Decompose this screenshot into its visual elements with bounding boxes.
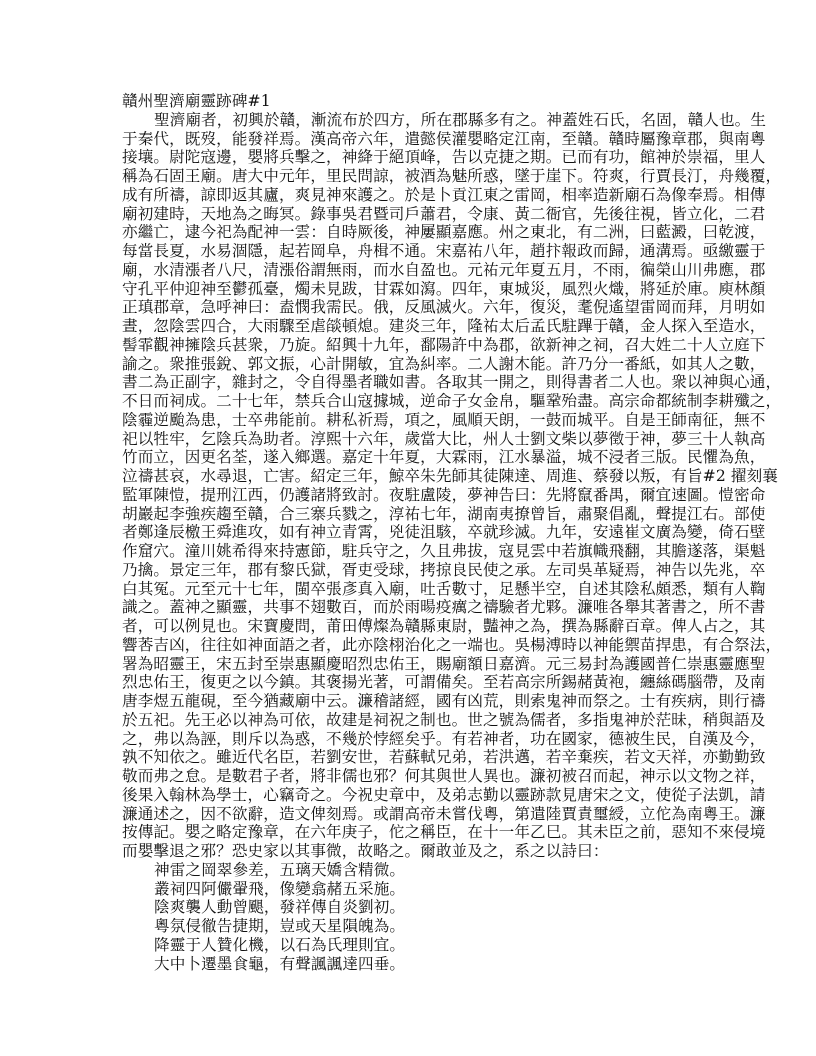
paragraph-line: 守孔平仲迎神至鬱孤臺，燭未見跋，甘霖如瀉。四年，東城災，風烈火熾，將延於庫。庾林顏 <box>122 279 766 298</box>
paragraph-line: 乃擒。景定三年，郡有黎氏獄，胥吏受球，拷掠良民使之承。左司吳革疑焉，神告以先兆，卒 <box>122 560 766 579</box>
paragraph-line: 者，可以例見也。宋寶慶問，莆田傅燦為贛縣東尉，豔神之為，撰為縣辭百章。俾人占之，其 <box>122 617 766 635</box>
paragraph-line: 者鄭逢辰檄王舜進攻，如有神立青霄，兇徒沮駭，卒就珍滅。九年，安遠崔文廣為變，倚石壁 <box>122 523 766 542</box>
paragraph-line: 于秦代，既歿，能發祥焉。漢高帝六年，遣懿侯灌嬰略定江南，至贛。贛時屬豫章郡，與南粵 <box>122 129 766 148</box>
paragraph-line: 陰霾逆颱為患，士卒弗能前。耕私祈焉，項之，風順天朗，一鼓而城平。自是王師南征，無不 <box>122 410 766 429</box>
paragraph-line: 成有所禱，諒即返其廬，爽見神來護之。於是卜貢江東之雷岡，相率造新廟石為像奉焉。相傳 <box>122 185 766 204</box>
paragraph-line: 亦繼亡，逮今祀為配神一雲：自時厥後，神屢顯嘉應。州之東北，有二洲，曰藍澱，曰乾渡， <box>122 223 766 242</box>
paragraph-line: 竹而立，因更名荃，遂入鄉選。嘉定十年夏，大霖雨，江水暴溢，城不浸者三版。民懼為魚， <box>122 448 766 467</box>
paragraph-line: 署為昭靈王，宋五封至崇惠顯慶昭烈忠佑王，賜廟額日嘉濟。元三易封為護國普仁崇惠靈應聖 <box>122 654 766 673</box>
paragraph-line: 敬而弗之怠。是數君子者，將非儒也邪？何其與世人異也。濂初被召而起，神示以文物之祥， <box>122 767 766 785</box>
paragraph-line: 按傳記。嬰之略定豫章，在六年庚子，佗之稱臣，在十一年乙巳。其未臣之前，惡知不來侵境 <box>122 823 766 842</box>
poem-line: 降靈于人贊化機，以石為氏理則宜。 <box>154 935 406 954</box>
paragraph-line: 祀以牲牢，乞陰兵為助者。淳熙十六年，歲當大比，州人士劉文柴以夢徵于神，夢三十人執高 <box>122 429 766 448</box>
paragraph-line: 廟初建時，天地為之晦冥。錄事吳君暨司戶蕭君，令康、黃二衙官，先後往視，皆立化，二君 <box>122 204 766 223</box>
paragraph-line: 監軍陳愷，提刑江西，仍護諸將致討。夜駐盧陵，夢神告曰：先將竄番禺，爾宜速圖。愷密命 <box>122 485 766 504</box>
paragraph-line: 白其冤。元至元十七年，閩卒張彥真入廟，吐舌數寸，足懸半空，自述其陰私頗悉，類有人鞫 <box>122 579 766 598</box>
paragraph-line: 濂通述之，因不欲辭，造文俾刻焉。或謂高帝未嘗伐粵，第遣陸賈責璽綬，立佗為南粵王。濂 <box>122 804 766 823</box>
paragraph-line: 書二為正副字，雜封之，令自得墨者職如書。各取其一開之，則得書者二人也。衆以神與心通， <box>122 373 782 392</box>
paragraph-line: 烈忠佑王，復更之以今鎮。其褒揚光著，可謂備矣。至若高宗所錫赭黃袍，纏絲碼腦帶，及南 <box>122 673 766 692</box>
poem-line: 陰爽襲人動曾颶，發祥傳自炎劉初。 <box>154 898 406 917</box>
document-title: 贛州聖濟廟靈跡碑#1 <box>122 92 271 110</box>
paragraph-line: 髻霏觀神擁陰兵甚衆，乃旋。紹興十九年，鄱陽許中為郡，欲新神之祠，召大姓二十人立庭下 <box>122 335 766 354</box>
paragraph-line: 唐李煜五龍硯，至今猶藏廟中云。濂稽諸經，國有凶荒，則索鬼神而祭之。士有疾病，則行禱 <box>122 692 766 710</box>
paragraph-line: 正瑱郡章，急呼神曰：盍憫我需民。俄，反風滅火。六年，復災，耄倪遙望雷岡而拜，月明如 <box>122 298 766 317</box>
paragraph-line: 之，弗以為誣，則斥以為惑，不幾於悖經矣乎。有若神者，功在國家，德被生民，自漢及今， <box>122 729 766 748</box>
paragraph-line: 諭之。衆推張銳、郭文振，心計開敏，宜為糾率。二人謝木能。許乃分一番紙，如其人之數， <box>122 354 766 373</box>
paragraph-line: 廟，水清漲者八尺，清漲俗謂無雨，而水自盈也。元祐元年夏五月，不雨，徧榮山川弗應，郡 <box>122 260 766 279</box>
paragraph-line: 晝，忽陰雲四合，大雨驟至虐燄頓熄。建炎三年，隆祐太后孟氏駐蹕于贛，金人探入至造水， <box>122 317 766 335</box>
poem-line: 叢祠四阿儼翬飛，像變翕赭五采施。 <box>154 879 406 898</box>
paragraph-line: 於五祀。先王必以神為可依，故建是祠祝之制也。世之號為儒者，多指鬼神於茫昧，稍與語及 <box>122 710 766 729</box>
poem-line: 粵氛侵徹告捷期，豈或天星隕魄為。 <box>154 917 406 935</box>
paragraph-line: 不日而祠成。二十七年，禁兵合山寇據城，逆命子女金帛，驅鞏殆盡。高宗命都統制李耕殲之， <box>122 392 782 410</box>
paragraph-line: 每當長夏，水易涸隱，起若岡阜，舟楫不通。宋嘉祐八年，趙抃報政而歸，通溝焉。亟繳靈于 <box>122 242 766 260</box>
paragraph-line: 作窟穴。潼川姚希得來持憲節，駐兵守之，久且弗拔，寇見雲中若旗幟飛翻，其膽遂落，渠魁 <box>122 542 766 560</box>
document-text <box>122 92 782 973</box>
paragraph-line: 響莕吉凶，往往如神面語之者，此亦陰栩治化之一端也。吳楊溥時以神能禦苗捍患，有合祭法， <box>122 635 782 654</box>
paragraph-line: 胡巖起李強疾趨至贛，合三寨兵戮之，淳祐七年，湖南夷撩曾旨，肅聚倡亂，聲提江右。部使 <box>122 504 766 523</box>
paragraph-line: 識之。蓋神之顯靈，共事不翅數百，而於雨暘疫癘之禱驗者尤夥。濂唯各舉其著書之，所不書 <box>122 598 766 617</box>
poem-line: 神雷之岡翠參差，五璃天嬌含精微。 <box>154 860 406 879</box>
poem-line: 大中卜遷墨食龜，有聲諷諷達四垂。 <box>154 954 406 973</box>
paragraph-line: 而嬰擊退之邪？恐史家以其事微，故略之。爾敢並及之，系之以詩曰： <box>122 842 609 860</box>
paragraph-line: 稱為石固王廟。唐大中元年，里民問諒，被酒為魅所惑，墜于崖下。符爽，行賈長汀，舟幾覆， <box>122 167 782 185</box>
paragraph-line: 泣禱甚哀，水尋退，亡害。紹定三年，鯨卒朱先師其徒陳達、周進、蔡發以叛，有旨#2 擢刻襄 <box>122 467 778 485</box>
paragraph-line: 後果入翰林為學士，心竊奇之。今祝史章中，及弟志勤以靈跡款見唐宋之文，使從子法凱，請 <box>122 785 766 804</box>
paragraph-line: 孰不知依之。雖近代名臣，若劉安世，若蘇軾兄弟，若洪邁，若辛棄疾，若文天祥，亦勤勤致 <box>122 748 766 767</box>
paragraph-line: 聖濟廟者，初興於贛，漸流布於四方，所在郡縣多有之。神蓋姓石氏，名固，贛人也。生 <box>154 110 767 129</box>
paragraph-line: 接壤。尉陀寇邊，嬰將兵擊之，神絳于絕頂峰，告以克捷之期。已而有功，館神於崇福，里人 <box>122 148 766 167</box>
